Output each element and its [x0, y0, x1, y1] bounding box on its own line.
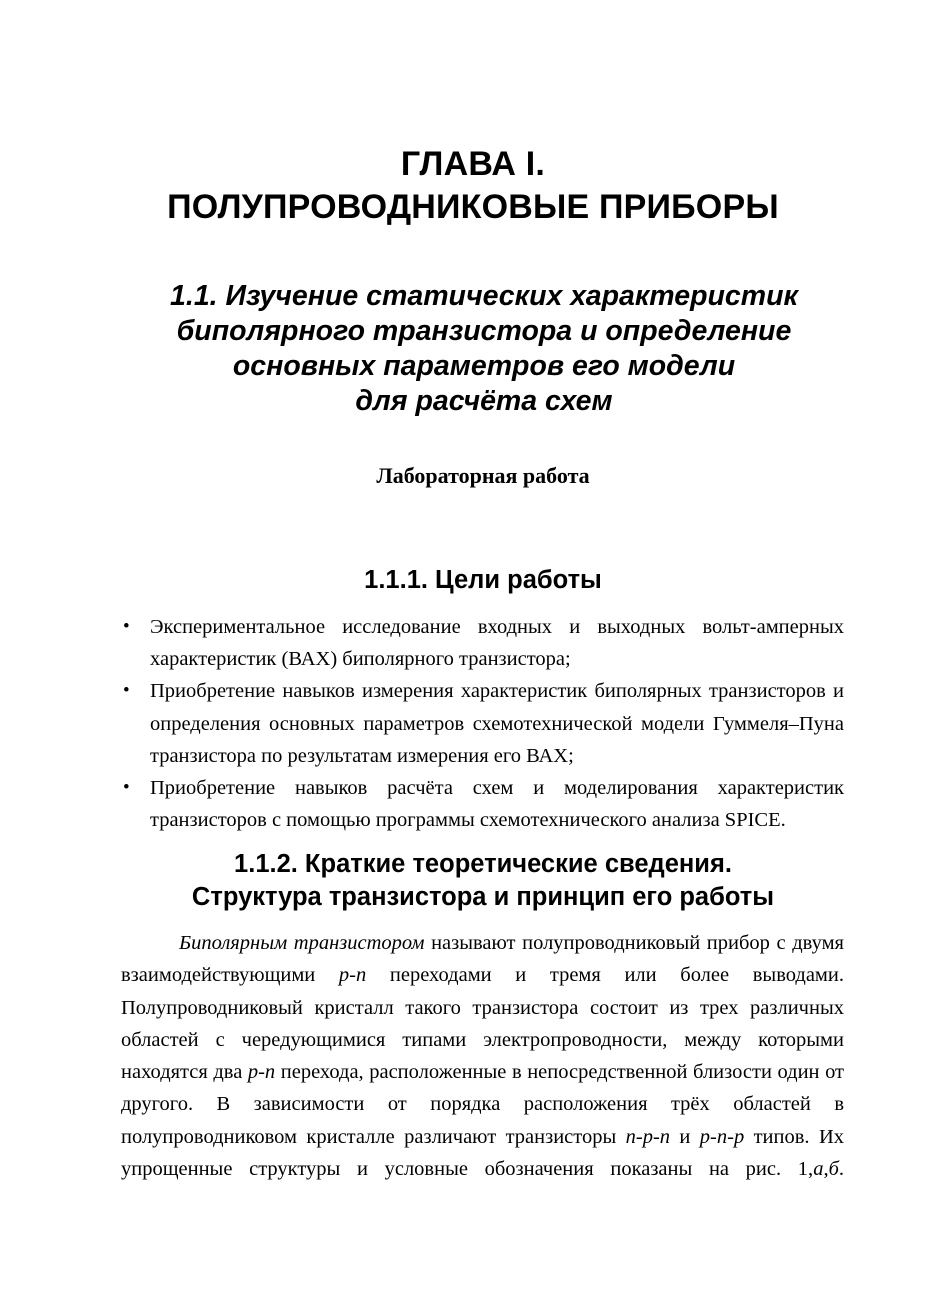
bullet-icon: •	[123, 616, 130, 637]
para-text: ,	[823, 1158, 829, 1181]
goal-item	[123, 675, 844, 772]
para-text: перехода, расположенные в непосредственной близости один от другого. В зависимости от порядка расположения трёх областей в полупроводниковом кристалле различают транзисторы	[121, 1061, 845, 1148]
lab-work-label: Лабораторная работа	[376, 463, 590, 488]
goal-text: Приобретение навыков измерения характеристик биполярных транзисторов и определения основных параметров схемотехнической модели Гуммеля–Пуна транзистора по результатам измерения его ВАХ;	[150, 680, 844, 767]
theory-paragraph	[121, 927, 844, 1185]
goal-item	[123, 772, 844, 836]
figure-ref-b: б	[828, 1158, 839, 1181]
npn-term: n-p-n	[625, 1125, 671, 1148]
para-text: .	[838, 1158, 844, 1181]
section-title-line3: основных параметров его модели	[232, 350, 736, 382]
bullet-icon: •	[123, 680, 130, 702]
chapter-title-line1: ГЛАВА I.	[400, 145, 546, 183]
pn-junction-term: p-n	[247, 1061, 276, 1084]
goal-text: Экспериментальное исследование входных и выходных вольт-амперных характеристик (ВАХ) биполярного транзистора;	[150, 616, 844, 671]
goals-list	[123, 611, 844, 836]
theory-heading-line2: Структура транзистора и принцип его работы	[191, 883, 775, 911]
para-text: называют полупроводниковый прибор с двумя взаимодействующими	[121, 932, 844, 987]
term-bipolar-transistor: Биполярным транзистором	[179, 932, 425, 954]
para-text: и	[670, 1125, 700, 1148]
theory-heading-line1: 1.1.2. Краткие теоретические сведения.	[234, 850, 732, 878]
para-text: переходами и тремя или более выводами. Полупроводниковый кристалл такого транзистора состоит из трех различных областей с чередующимися типами электропроводности, между которыми находятся два	[121, 964, 844, 1084]
pn-junction-term: p-n	[338, 964, 367, 987]
pnp-term: p-n-p	[699, 1125, 745, 1148]
goal-text: Приобретение навыков расчёта схем и моделирования характеристик транзисторов с помощью программы схемотехнического анализа SPICE.	[150, 777, 844, 832]
figure-ref-a: а	[813, 1158, 824, 1181]
section-title-line2: биполярного транзистора и определение	[176, 315, 792, 347]
bullet-icon: •	[123, 777, 130, 799]
section-title-line4: для расчёта схем	[355, 385, 613, 417]
chapter-title-line2: ПОЛУПРОВОДНИКОВЫЕ ПРИБОРЫ	[167, 188, 779, 226]
section-title-line1: 1.1. Изучение статических характеристик	[170, 280, 798, 312]
para-text: типов. Их упрощенные структуры и условные обозначения показаны на рис. 1,	[121, 1125, 844, 1181]
goals-heading: 1.1.1. Цели работы	[364, 566, 602, 594]
goal-item	[123, 611, 844, 675]
